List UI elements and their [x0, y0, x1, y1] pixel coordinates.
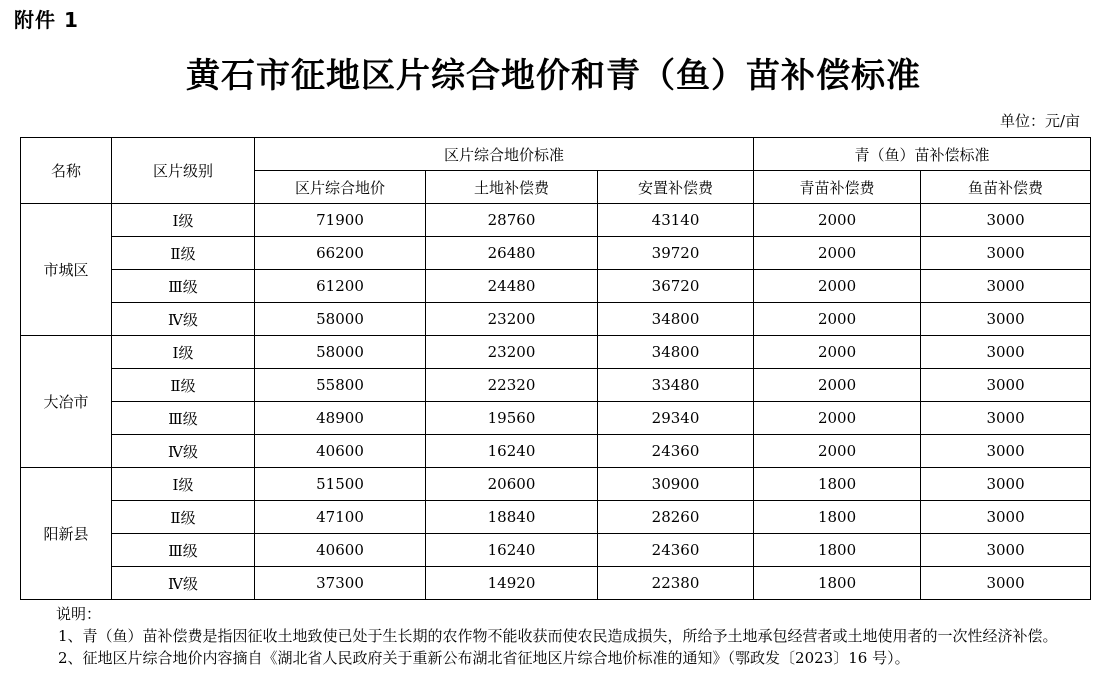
composite-price-cell: 55800 — [255, 369, 426, 402]
note-item: 2、征地区片综合地价内容摘自《湖北省人民政府关于重新公布湖北省征地区片综合地价标准的通知》（鄂政发〔2023〕16 号）。 — [58, 649, 910, 667]
resettlement-cell: 34800 — [598, 303, 754, 336]
header-seedling-group: 青（鱼）苗补偿标准 — [754, 138, 1091, 171]
fish-fry-cell: 3000 — [921, 369, 1091, 402]
header-resettlement-compensation: 安置补偿费 — [598, 171, 754, 204]
land-compensation-cell: 20600 — [426, 468, 598, 501]
resettlement-cell: 22380 — [598, 567, 754, 600]
fish-fry-cell: 3000 — [921, 501, 1091, 534]
table-row — [21, 204, 1091, 237]
crop-seedling-cell: 2000 — [754, 270, 921, 303]
fish-fry-cell: 3000 — [921, 204, 1091, 237]
crop-seedling-cell: 1800 — [754, 468, 921, 501]
land-compensation-cell: 23200 — [426, 303, 598, 336]
composite-price-cell: 40600 — [255, 534, 426, 567]
table-row — [21, 534, 1091, 567]
crop-seedling-cell: 2000 — [754, 303, 921, 336]
fish-fry-cell: 3000 — [921, 567, 1091, 600]
compensation-standard-table — [20, 137, 1091, 600]
level-cell: Ⅰ级 — [112, 336, 255, 369]
crop-seedling-cell: 1800 — [754, 567, 921, 600]
land-compensation-cell: 19560 — [426, 402, 598, 435]
table-row — [21, 435, 1091, 468]
table-row — [21, 567, 1091, 600]
level-cell: Ⅱ级 — [112, 369, 255, 402]
crop-seedling-cell: 2000 — [754, 237, 921, 270]
fish-fry-cell: 3000 — [921, 303, 1091, 336]
fish-fry-cell: 3000 — [921, 534, 1091, 567]
crop-seedling-cell: 1800 — [754, 534, 921, 567]
crop-seedling-cell: 2000 — [754, 204, 921, 237]
composite-price-cell: 37300 — [255, 567, 426, 600]
fish-fry-cell: 3000 — [921, 402, 1091, 435]
resettlement-cell: 30900 — [598, 468, 754, 501]
table-row — [21, 237, 1091, 270]
header-name: 名称 — [21, 138, 112, 204]
table-row — [21, 402, 1091, 435]
composite-price-cell: 40600 — [255, 435, 426, 468]
resettlement-cell: 36720 — [598, 270, 754, 303]
attachment-label: 附件 1 — [14, 8, 79, 32]
notes-heading: 说明： — [56, 605, 102, 623]
composite-price-cell: 51500 — [255, 468, 426, 501]
land-compensation-cell: 26480 — [426, 237, 598, 270]
level-cell: Ⅲ级 — [112, 270, 255, 303]
region-name: 市城区 — [21, 204, 112, 336]
region-name: 阳新县 — [21, 468, 112, 600]
resettlement-cell: 28260 — [598, 501, 754, 534]
notes-section — [20, 603, 1090, 669]
composite-price-cell: 61200 — [255, 270, 426, 303]
resettlement-cell: 24360 — [598, 534, 754, 567]
crop-seedling-cell: 2000 — [754, 336, 921, 369]
land-compensation-cell: 16240 — [426, 534, 598, 567]
resettlement-cell: 29340 — [598, 402, 754, 435]
fish-fry-cell: 3000 — [921, 237, 1091, 270]
level-cell: Ⅰ级 — [112, 204, 255, 237]
region-name: 大冶市 — [21, 336, 112, 468]
header-fish-fry-compensation: 鱼苗补偿费 — [921, 171, 1091, 204]
unit-label: 单位：元/亩 — [999, 112, 1080, 130]
header-crop-seedling-compensation: 青苗补偿费 — [754, 171, 921, 204]
composite-price-cell: 71900 — [255, 204, 426, 237]
resettlement-cell: 24360 — [598, 435, 754, 468]
level-cell: Ⅲ级 — [112, 534, 255, 567]
resettlement-cell: 43140 — [598, 204, 754, 237]
composite-price-cell: 58000 — [255, 336, 426, 369]
land-compensation-cell: 16240 — [426, 435, 598, 468]
land-compensation-cell: 23200 — [426, 336, 598, 369]
fish-fry-cell: 3000 — [921, 270, 1091, 303]
table-row — [21, 336, 1091, 369]
table-row — [21, 303, 1091, 336]
crop-seedling-cell: 2000 — [754, 402, 921, 435]
header-composite-price: 区片综合地价 — [255, 171, 426, 204]
resettlement-cell: 33480 — [598, 369, 754, 402]
table-row — [21, 270, 1091, 303]
fish-fry-cell: 3000 — [921, 435, 1091, 468]
composite-price-cell: 47100 — [255, 501, 426, 534]
table-row — [21, 369, 1091, 402]
level-cell: Ⅲ级 — [112, 402, 255, 435]
crop-seedling-cell: 2000 — [754, 369, 921, 402]
resettlement-cell: 34800 — [598, 336, 754, 369]
land-compensation-cell: 28760 — [426, 204, 598, 237]
note-item: 1、青（鱼）苗补偿费是指因征收土地致使已处于生长期的农作物不能收获而使农民造成损失，所给予土地承包经营者或土地使用者的一次性经济补偿。 — [58, 627, 1058, 645]
header-land-compensation: 土地补偿费 — [426, 171, 598, 204]
level-cell: Ⅳ级 — [112, 435, 255, 468]
fish-fry-cell: 3000 — [921, 468, 1091, 501]
crop-seedling-cell: 2000 — [754, 435, 921, 468]
crop-seedling-cell: 1800 — [754, 501, 921, 534]
fish-fry-cell: 3000 — [921, 336, 1091, 369]
land-compensation-cell: 24480 — [426, 270, 598, 303]
composite-price-cell: 48900 — [255, 402, 426, 435]
header-land-price-group: 区片综合地价标准 — [255, 138, 754, 171]
resettlement-cell: 39720 — [598, 237, 754, 270]
table-row — [21, 501, 1091, 534]
land-compensation-cell: 14920 — [426, 567, 598, 600]
level-cell: Ⅳ级 — [112, 303, 255, 336]
header-level: 区片级别 — [112, 138, 255, 204]
level-cell: Ⅰ级 — [112, 468, 255, 501]
page-title: 黄石市征地区片综合地价和青（鱼）苗补偿标准 — [186, 56, 921, 96]
level-cell: Ⅳ级 — [112, 567, 255, 600]
level-cell: Ⅱ级 — [112, 237, 255, 270]
land-compensation-cell: 22320 — [426, 369, 598, 402]
land-compensation-cell: 18840 — [426, 501, 598, 534]
level-cell: Ⅱ级 — [112, 501, 255, 534]
composite-price-cell: 58000 — [255, 303, 426, 336]
table-row — [21, 468, 1091, 501]
composite-price-cell: 66200 — [255, 237, 426, 270]
